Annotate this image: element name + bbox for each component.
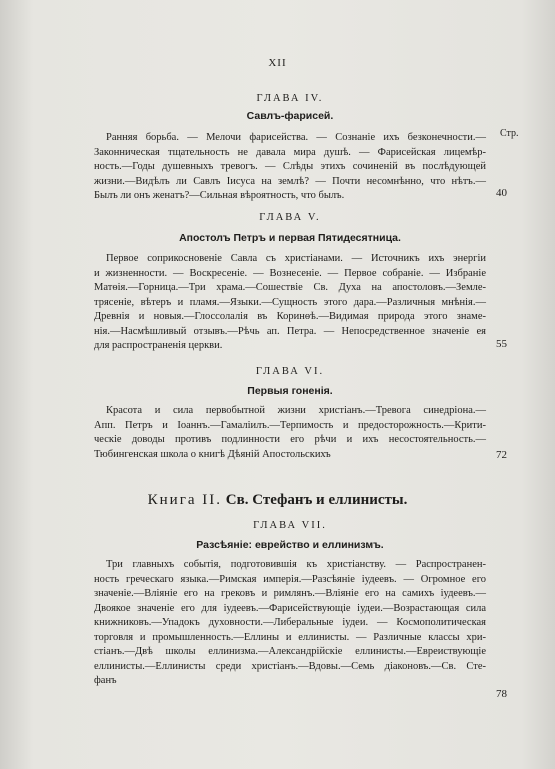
- chapter-heading: [94, 212, 486, 223]
- summary-line: фанъ: [94, 675, 117, 686]
- summary-line: Первое соприкосновеніе Савла съ христіанами. — Источникъ ихъ энергіи: [106, 253, 486, 264]
- chapter-number: ГЛАВА VII.: [253, 520, 327, 531]
- chapter-title: Апостолъ Петръ и первая Пятидесятница.: [179, 232, 401, 244]
- chapter-title-block: [94, 539, 486, 551]
- chapter-title: Савлъ-фарисей.: [246, 110, 334, 122]
- summary-line: ность.—Годы душевныхъ тревогъ. — Слѣды этихъ сочиненій въ послѣдующей: [94, 161, 486, 172]
- summary-line: ность греческаго языка.—Римская имперія.—Разсѣяніе іудеевъ. — Огромное его: [94, 573, 486, 585]
- summary-line: еллинисты.—Еллинисты среди христіанъ.—Вдовы.—Семь діаконовъ.—Св. Сте-: [94, 660, 486, 672]
- summary-line: Апп. Петръ и Іоаннъ.—Гамаліилъ.—Терпимость и предосторожность.—Крити-: [94, 419, 486, 431]
- book-heading: [0, 492, 555, 509]
- summary-line: стіанъ.—Двѣ школы еллинизма.—Александрійскіе еллинисты.—Евреиствующіе: [94, 646, 486, 657]
- book-label: Книга II.: [147, 492, 223, 508]
- summary-line: Древнія и новыя.—Глоссолалія въ Коринѳѣ.—Видимая природа этого знаме-: [94, 311, 486, 322]
- chapter-summary: [94, 131, 486, 204]
- summary-line: Матѳія.—Горница.—Три храма.—Сошествіе Св. Духа на апостоловъ.—Земле-: [94, 282, 486, 293]
- page-number: 78: [496, 688, 507, 700]
- page-column-header: Стр.: [500, 128, 519, 139]
- page-number: 55: [496, 338, 507, 350]
- summary-line: и жизненности. — Воскресеніе. — Вознесеніе. — Первое собраніе. — Избраніе: [94, 267, 486, 279]
- chapter-title: Разсѣяніе: еврейство и еллинизмъ.: [196, 539, 384, 551]
- summary-line: Ранняя борьба. — Мелочи фарисейства. — Сознаніе ихъ безконечности.—: [106, 132, 486, 143]
- summary-line: значеніе.—Вліяніе его на грековъ и римлянъ.—Вліяніе его на самихъ іудеевъ.—: [94, 588, 486, 599]
- chapter-title: Первыя гоненія.: [247, 385, 333, 397]
- summary-line: Законническая тщательность не давала мира душѣ. — Фарисейская лицемѣр-: [94, 146, 486, 158]
- summary-line: ческіе доводы противъ подлинности его рѣчи и ихъ несостоятельность.—: [94, 434, 486, 445]
- summary-line: Двоякое значеніе его для іудеевъ.—Фарисействующіе іудеи.—Возрастающая сила: [94, 602, 486, 614]
- chapter-summary: [94, 558, 486, 689]
- folio-number: XII: [268, 57, 287, 69]
- summary-line: книжниковъ.—Упадокъ духовности.—Либеральные іудеи. — Космополитическая: [94, 617, 486, 628]
- chapter-number: ГЛАВА VI.: [255, 366, 325, 377]
- page-number: 72: [496, 449, 507, 461]
- summary-line: Тюбингенская школа о книгѣ Дѣяній Апостольскихъ: [94, 448, 331, 460]
- chapter-heading: [94, 366, 486, 377]
- summary-line: трясеніе, вѣтеръ и пламя.—Языки.—Сущность этого дара.—Различныя мнѣнія.—: [94, 296, 486, 308]
- summary-line: Красота и сила первобытной жизни христіанъ.—Тревога синедріона.—: [106, 405, 486, 416]
- summary-line: Былъ ли онъ женатъ?—Сильная вѣроятность, что былъ.: [94, 190, 345, 201]
- chapter-title-block: [94, 232, 486, 244]
- summary-line: торговля и промышленность.—Еллины и еллинисты. — Различные классы хри-: [94, 631, 486, 643]
- chapter-summary: [94, 252, 486, 354]
- chapter-number: ГЛАВА IV.: [256, 93, 324, 104]
- chapter-heading: [94, 93, 486, 104]
- chapter-heading: [94, 520, 486, 531]
- summary-line: жизни.—Видѣлъ ли Савлъ Іисуса на землѣ? — Почти несомнѣнно, что нѣтъ.—: [94, 175, 486, 187]
- summary-line: Три главныхъ событія, подготовившія къ христіанству. — Распространен-: [106, 559, 486, 570]
- page-number: 40: [496, 187, 507, 199]
- summary-line: нія.—Насмѣшливый отзывъ.—Рѣчь ап. Петра. — Непосредственное значеніе ея: [94, 325, 486, 337]
- chapter-summary: [94, 404, 486, 462]
- summary-line: для распространенія церкви.: [94, 340, 223, 351]
- chapter-title-block: [94, 110, 486, 122]
- chapter-number: ГЛАВА V.: [259, 212, 321, 223]
- chapter-title-block: [94, 385, 486, 397]
- book-title: Св. Стефанъ и еллинисты.: [225, 492, 408, 508]
